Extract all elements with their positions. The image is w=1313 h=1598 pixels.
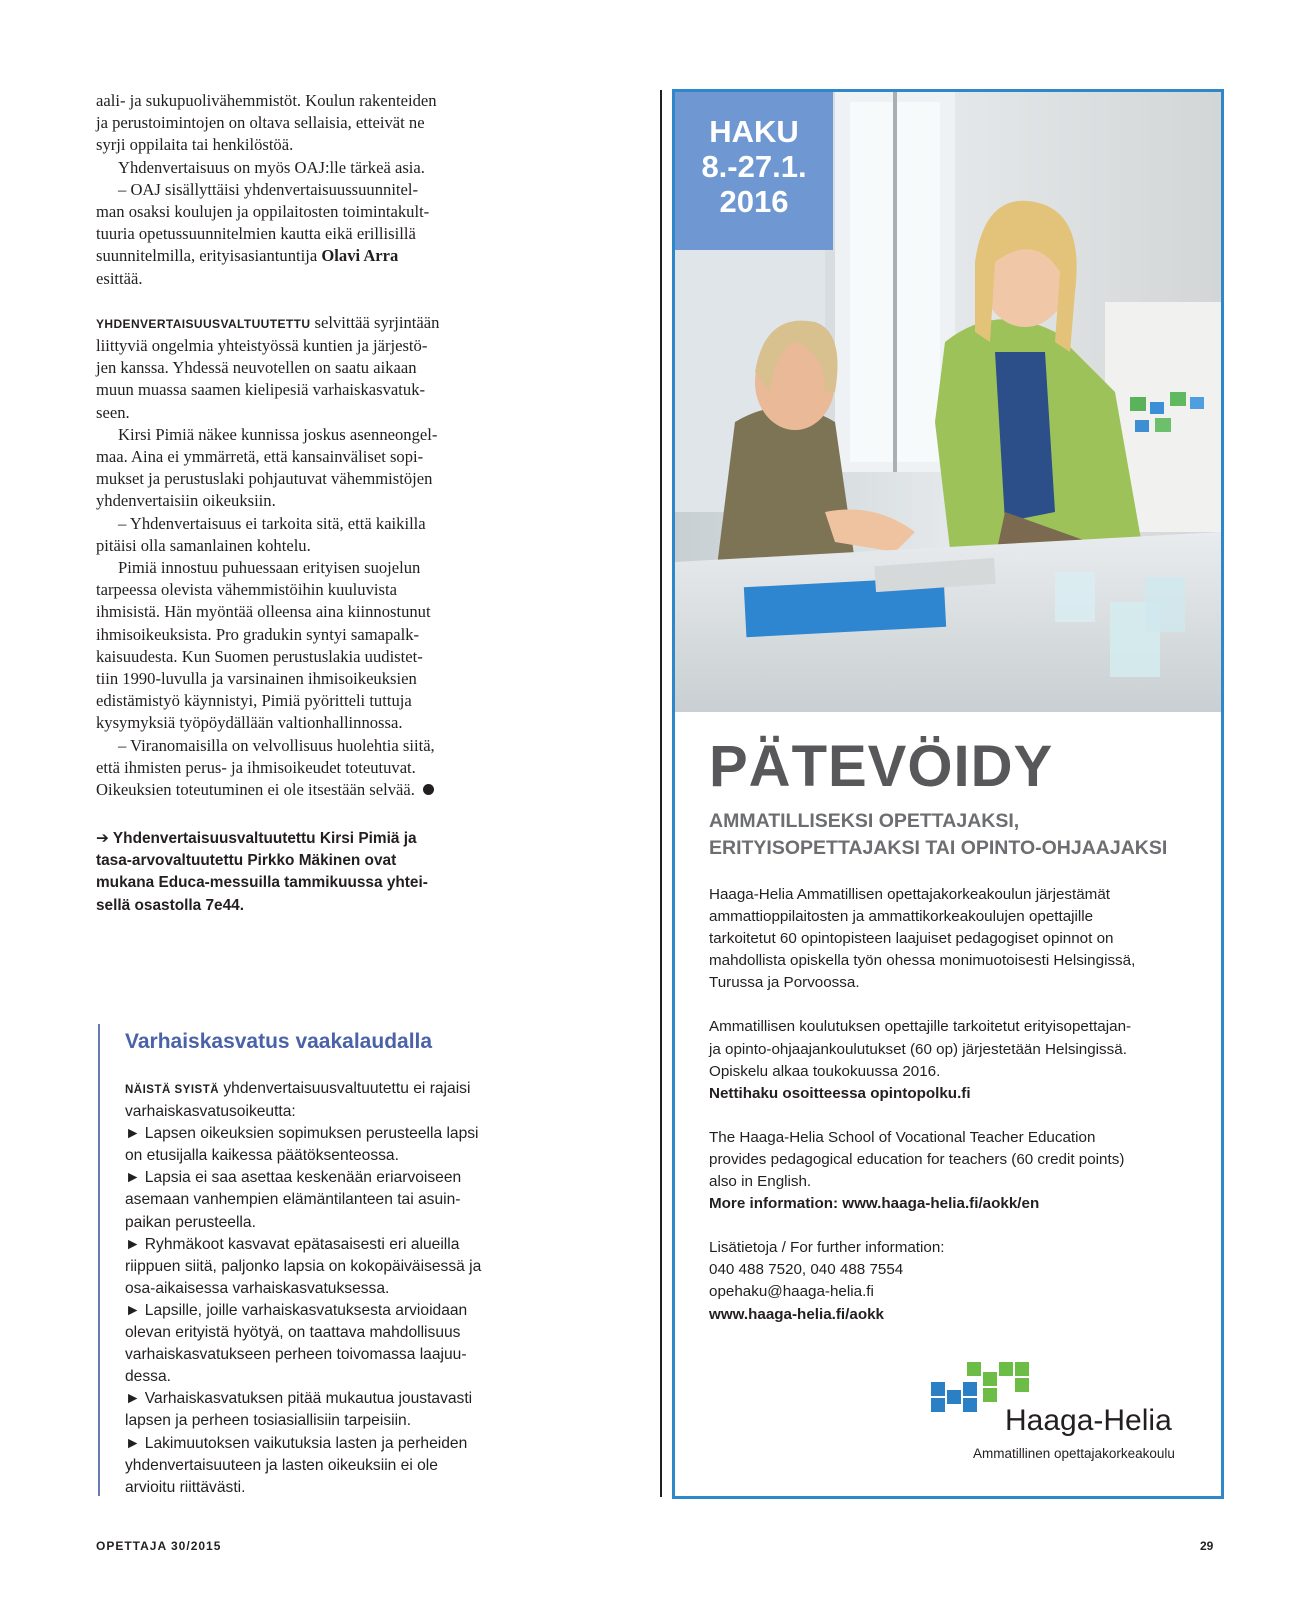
phone-numbers[interactable]: 040 488 7520, 040 488 7554 xyxy=(709,1261,904,1279)
end-mark-icon xyxy=(423,784,434,795)
event-note: ➔ Yhdenvertaisuusvaltuutettu Kirsi Pimiä ja tasa-arvovaltuutettu Pirkko Mäkinen ovat mukana Educa-messuilla tammikuussa yhtei- sellä osastolla 7e44. xyxy=(96,830,428,914)
triangle-bullet-icon: ► xyxy=(125,1301,141,1319)
list-item: ► Lapsille, joille varhaiskasvatuksesta arvioidaan olevan erityistä hyötyä, on taattava mahdollisuus varhaiskasvatukseen perheen toivomassa laajuu- dessa. xyxy=(125,1301,468,1386)
advertisement[interactable] xyxy=(672,89,1224,1499)
ad-subheadline: AMMATILLISEKSI OPETTAJAKSI, ERITYISOPETTAJAKSI TAI OPINTO-OHJAAJAKSI xyxy=(709,810,1168,859)
list-item: ► Lapsen oikeuksien sopimuksen perusteella lapsi on etusijalla kaikessa päätöksenteossa. xyxy=(125,1125,479,1165)
logo-wordmark: Haaga-Helia xyxy=(1005,1404,1172,1437)
person-name: Olavi Arra xyxy=(321,246,399,266)
column-divider xyxy=(660,90,662,1497)
list-item: ► Varhaiskasvatuksen pitää mukautua joustavasti lapsen ja perheen tosiasiallisiin tarpeisiin. xyxy=(125,1390,473,1430)
article-paragraph: Yhdenvertaisuus on myös OAJ:lle tärkeä asia. xyxy=(118,157,425,177)
logo-subtitle: Ammatillinen opettajakorkeakoulu xyxy=(973,1446,1175,1461)
lead-word: YHDENVERTAISUUSVALTUUTETTU xyxy=(96,316,311,331)
sidebar-box xyxy=(98,1024,518,1496)
article-paragraph: man osaksi koulujen ja oppilaitosten toimintakult- tuuria opetussuunnitelmien kautta eikä erillisillä suunnitelmilla, erityisasiantuntija Olavi Arra esittää. xyxy=(96,202,430,288)
contact-email[interactable]: opehaku@haaga-helia.fi xyxy=(709,1283,874,1301)
haaga-helia-logo xyxy=(931,1360,1211,1480)
ad-paragraph: Ammatillisen koulutuksen opettajille tarkoitetut erityisopettajan- ja opinto-ohjaajankoulutukset (60 op) järjestetään Helsingissä. Opiskelu alkaa toukokuussa 2016. Nettihaku osoitteessa opintopolku.fi xyxy=(709,1018,1132,1102)
article-paragraph: aali- ja sukupuolivähemmistöt. Koulun rakenteiden ja perustoimintojen on oltava sellaisia, etteivät ne syrji oppilaita tai henkilöstöä. xyxy=(96,91,437,155)
triangle-bullet-icon: ► xyxy=(125,1434,141,1452)
article-body xyxy=(96,90,496,801)
ad-paragraph: Haaga-Helia Ammatillisen opettajakorkeakoulun järjestämät ammattioppilaitosten ja ammattikorkeakoulujen opettajille tarkoitetut 60 opintopisteen laajuiset pedagogiset opinnot on mahdollista opiskella työn ohessa monimuotoisesti Helsingissä, Turussa ja Porvoossa. xyxy=(709,886,1136,992)
list-item: ► Lakimuutoksen vaikutuksia lasten ja perheiden yhdenvertaisuuteen ja lasten oikeuksiin ei ole arvioitu riittävästi. xyxy=(125,1434,468,1496)
ad-copy xyxy=(709,736,1209,1326)
article-paragraph: Kirsi Pimiä näkee kunnissa joskus asenneongel- maa. Aina ei ymmärretä, että kansainväliset sopi- mukset ja perustuslaki pohjautuvat vähemmistöjen yhdenvertaisiin oikeuksiin. xyxy=(96,424,438,511)
application-link[interactable]: Nettihaku osoitteessa opintopolku.fi xyxy=(709,1084,971,1102)
website-link[interactable]: www.haaga-helia.fi/aokk xyxy=(709,1305,884,1323)
publication-info: OPETTAJA 30/2015 xyxy=(96,1539,222,1553)
ad-photo xyxy=(675,92,1221,712)
english-info-link[interactable]: More information: www.haaga-helia.fi/aokk/en xyxy=(709,1195,1040,1213)
article-paragraph: YHDENVERTAISUUSVALTUUTETTU selvittää syrjintään liittyviä ongelmia yhteistyössä kuntien ja järjestö- jen kanssa. Yhdessä neuvotellen on saatu aikaan muun muassa saamen kielipesiä varhaiskasvatuk- seen. xyxy=(96,312,440,422)
page-number: 29 xyxy=(1200,1539,1214,1553)
sidebar-body: NÄISTÄ SYISTÄ yhdenvertaisuusvaltuutettu ei rajaisi varhaiskasvatusoikeutta: ► Lapsen oikeuksien sopimuksen perusteella lapsi on etusijalla kaikessa päätöksenteossa. ► Lapsia ei saa asettaa keskenään eriarvoiseen asemaan vanhempien elämäntilanteen tai asuin- paikan perusteella. ► Ryhmäkoot kasvavat epätasaisesti eri alueilla riippuen siitä, paljonko lapsia on kokopäiväisessä ja osa-aikaisessa varhaiskasvatuksessa. ► Lapsille, joille varhaiskasvatuksesta arvioidaan olevan erityistä hyötyä, on taattava mahdollisuus varhaiskasvatukseen perheen toivomassa laajuu- dessa. ► Varhaiskasvatuksen pitää mukautua joustavasti lapsen ja perheen tosiasiallisiin tarpeisiin. ► Lakimuutoksen vaikutuksia lasten ja perheiden yhdenvertaisuuteen ja lasten oikeuksiin ei ole arvioitu riittävästi. xyxy=(125,1078,518,1499)
ad-headline: PÄTEVÖIDY xyxy=(709,734,1054,799)
article-paragraph: – OAJ sisällyttäisi yhdenvertaisuussuunnitel- xyxy=(118,179,419,199)
triangle-bullet-icon: ► xyxy=(125,1235,141,1253)
application-period-badge: HAKU 8.-27.1. 2016 xyxy=(675,92,833,250)
article-paragraph: – Yhdenvertaisuus ei tarkoita sitä, että kaikilla pitäisi olla samanlainen kohtelu. xyxy=(96,513,426,555)
sidebar-title: Varhaiskasvatus vaakalaudalla xyxy=(125,1030,433,1053)
triangle-bullet-icon: ► xyxy=(125,1125,141,1143)
arrow-right-icon: ➔ xyxy=(96,830,109,847)
lead-word: NÄISTÄ SYISTÄ xyxy=(125,1084,220,1096)
article-paragraph: Pimiä innostuu puhuessaan erityisen suojelun tarpeessa olevista vähemmistöihin kuuluvista ihmisistä. Hän myöntää olleensa aina kiinnostunut ihmisoikeuksista. Pro gradukin syntyi samapalk- kaisuudesta. Kun Suomen perustuslakia uudistet- tiin 1990-luvulla ja varsinainen ihmisoikeuksien edistämistyö käynnistyi, Pimiä pyöritteli tuttuja kysymyksiä työpöydällään valtionhallinnossa. xyxy=(96,558,431,733)
ad-paragraph: The Haaga-Helia School of Vocational Teacher Education provides pedagogical education for teachers (60 credit points) also in English. More information: www.haaga-helia.fi/aokk/en xyxy=(709,1128,1125,1213)
contact-info: Lisätietoja / For further information: 040 488 7520, 040 488 7554 opehaku@haaga-helia.fi www.haaga-helia.fi/aokk xyxy=(709,1239,945,1323)
triangle-bullet-icon: ► xyxy=(125,1169,141,1187)
list-item: ► Lapsia ei saa asettaa keskenään eriarvoiseen asemaan vanhempien elämäntilanteen tai asuin- paikan perusteella. xyxy=(125,1169,462,1231)
list-item: ► Ryhmäkoot kasvavat epätasaisesti eri alueilla riippuen siitä, paljonko lapsia on kokopäiväisessä ja osa-aikaisessa varhaiskasvatuksessa. xyxy=(125,1235,482,1297)
article-paragraph: – Viranomaisilla on velvollisuus huolehtia siitä, että ihmisten perus- ja ihmisoikeudet toteutuvat. Oikeuksien toteutuminen ei ole itsestään selvää. xyxy=(96,735,435,800)
triangle-bullet-icon: ► xyxy=(125,1390,141,1408)
